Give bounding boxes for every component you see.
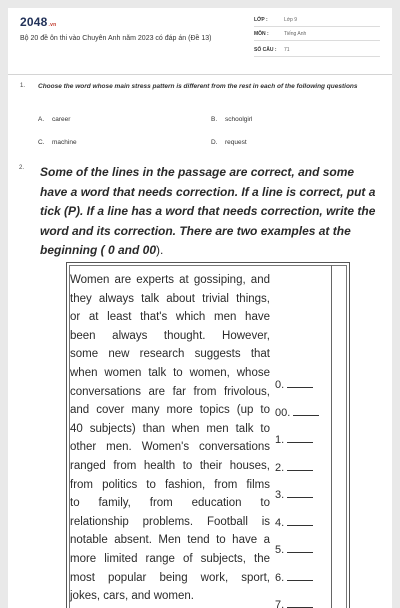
option-c-text: machine [52, 139, 77, 146]
passage-line: notable absent. Men tend to have a [70, 534, 270, 547]
meta-subject [254, 28, 380, 41]
option-b-letter: B. [211, 116, 218, 123]
meta-question-count-value: 71 [284, 47, 290, 53]
option-d[interactable] [211, 139, 247, 146]
answer-blank[interactable] [287, 572, 313, 581]
answer-blank-row[interactable] [275, 489, 313, 501]
passage-line: conversations are far from frivolous, [70, 385, 270, 398]
answer-blank[interactable] [287, 434, 313, 443]
answer-label: 3. [275, 489, 285, 501]
passage-line: jokes, cars, and women. [70, 590, 195, 603]
option-a[interactable] [38, 116, 70, 123]
document-title: Bộ 20 đề ôn thi vào Chuyên Anh năm 2023 có đáp án (Đề 13) [20, 35, 212, 42]
option-b[interactable] [211, 116, 252, 123]
meta-subject-label: MÔN : [254, 31, 269, 37]
passage-line: when women talk to women, whose [70, 366, 270, 379]
answer-blank-row[interactable] [275, 379, 313, 391]
passage-line: relationship problems. Football is [70, 515, 270, 528]
option-d-text: request [225, 139, 247, 146]
passage-line: from politics to fashion, from films [70, 478, 270, 491]
meta-grade-label: LỚP : [254, 17, 268, 23]
passage-text [70, 271, 270, 606]
logo-suffix: .vn [48, 22, 57, 28]
passage-line: 40 subjects) than when men talk to [70, 422, 270, 435]
logo-text: 2048 [20, 15, 48, 29]
answer-label: 1. [275, 434, 285, 446]
answer-label: 5. [275, 544, 285, 556]
passage-table [66, 262, 350, 608]
answer-label: 7. [275, 599, 285, 608]
passage-line: or at least that's which men have [70, 311, 270, 324]
meta-grade [254, 14, 380, 27]
answer-blank[interactable] [287, 517, 313, 526]
answer-blank-row[interactable] [275, 517, 313, 529]
meta-grade-value: Lớp 9 [284, 17, 298, 23]
answer-blank-row[interactable] [275, 434, 313, 446]
answer-label: 4. [275, 516, 285, 529]
option-c-letter: C. [38, 139, 45, 146]
passage-line: some new research suggests that [70, 348, 270, 361]
answer-label: 0. [275, 379, 285, 391]
answer-label: 6. [275, 571, 285, 584]
answer-blank[interactable] [287, 462, 313, 471]
answer-blank[interactable] [287, 379, 313, 388]
passage-line: to family, from education to [70, 497, 270, 510]
passage-line: they always talk about trivial things, [70, 292, 270, 305]
passage-line: most popular being work, sport, [70, 571, 270, 584]
header-divider [8, 74, 392, 75]
meta-question-count-label: SỐ CÂU : [254, 47, 277, 53]
answer-blank-row[interactable] [275, 599, 313, 608]
passage-line: Women are experts at gossiping, and [70, 274, 270, 286]
site-logo[interactable] [20, 15, 56, 29]
answer-label: 00. [275, 406, 291, 419]
meta-question-count [254, 44, 380, 57]
option-c[interactable] [38, 139, 77, 146]
option-a-text: career [52, 116, 71, 123]
option-a-letter: A. [38, 116, 45, 123]
answer-blank[interactable] [287, 544, 313, 553]
answer-blank-row[interactable] [275, 572, 313, 584]
passage-line: been always thought. However, [70, 329, 270, 342]
question-2-instruction-tail: ). [156, 243, 164, 257]
answer-blank-row[interactable] [275, 544, 313, 556]
answer-label: 2. [275, 461, 285, 474]
question-2-number: 2. [19, 165, 25, 171]
answer-blank-row[interactable] [275, 407, 319, 419]
worksheet-page [8, 8, 392, 608]
answer-blank[interactable] [293, 407, 319, 416]
passage-line: other men. Women's conversations [70, 441, 270, 454]
option-b-text: schoolgirl [225, 116, 253, 123]
answer-blank[interactable] [287, 489, 313, 498]
answer-blank[interactable] [287, 599, 313, 608]
answer-column-divider [331, 265, 332, 608]
question-2-instruction [40, 163, 382, 261]
passage-line: more limited range of subjects, the [70, 552, 270, 565]
passage-line: and cover many more topics (up to [70, 404, 270, 417]
document-header [8, 8, 392, 70]
question-1-number: 1. [20, 83, 26, 89]
option-d-letter: D. [211, 139, 218, 146]
meta-subject-value: Tiếng Anh [284, 31, 307, 37]
question-1-instruction: Choose the word whose main stress pattern is different from the rest in each of the following questions [38, 83, 358, 90]
answer-blank-row[interactable] [275, 462, 313, 474]
passage-line: ranged from health to their houses, [70, 459, 270, 472]
question-2-instruction-text: Some of the lines in the passage are correct, and some have a word that needs correction. If a line is correct, put a tick (P). If a line has a word that needs correction, write the word and its correction. There are two examples at the beginning ( 0 and 00 [40, 165, 376, 257]
